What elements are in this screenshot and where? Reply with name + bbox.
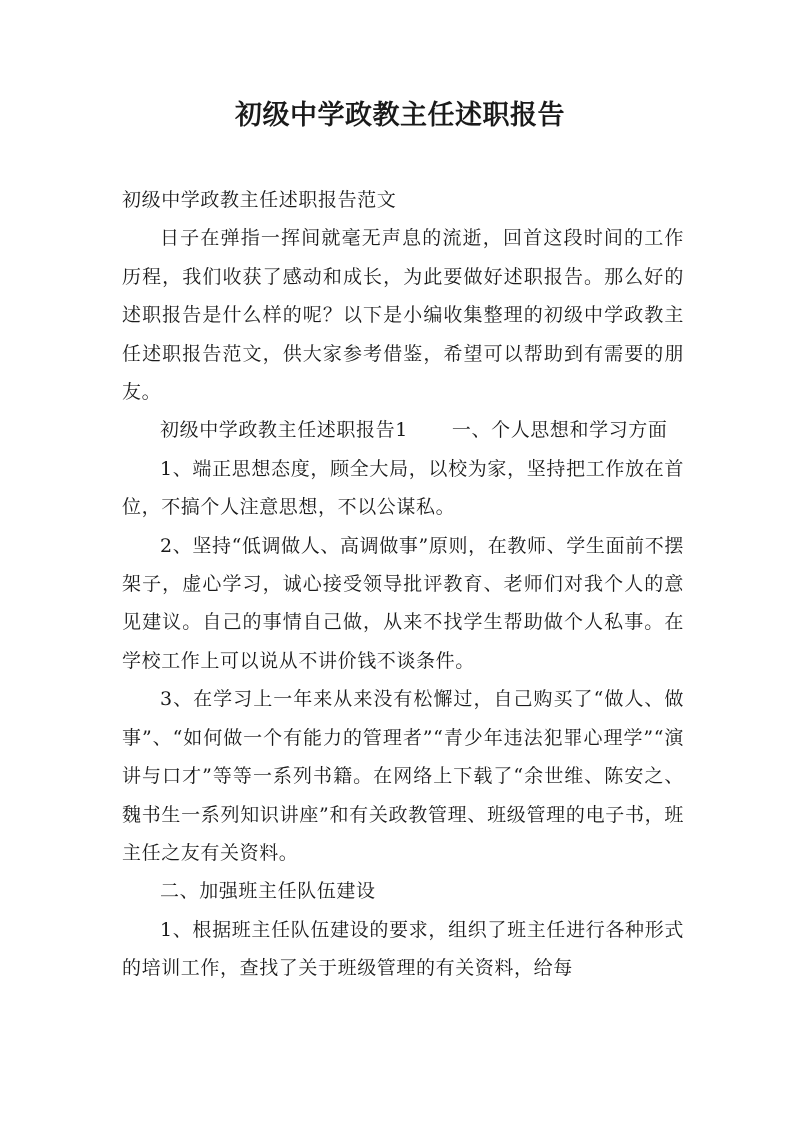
section-two-heading: 二、加强班主任队伍建设 — [160, 880, 376, 903]
document-subtitle: 初级中学政教主任述职报告范文 — [122, 189, 397, 211]
section-one-heading: 一、个人思想和学习方面 — [451, 419, 668, 442]
paragraph-item-2: 2、坚持“低调做人、高调做事”原则，在教师、学生面前不摆架子，虚心学习，诚心接受领导批评教育、老师们对我个人的意见建议。自己的事情自己做，从来不找学生帮助做个人私事。在学校工作上可以说从不讲价钱不谈条件。 — [122, 534, 684, 672]
paragraph-item-4: 1、根据班主任队伍建设的要求，组织了班主任进行各种形式的培训工作，查找了关于班级管理的有关资料，给每 — [122, 918, 684, 980]
paragraph-item-1: 1、端正思想态度，顾全大局，以校为家，坚持把工作放在首位，不搞个人注意思想，不以公谋私。 — [122, 457, 684, 519]
report-heading-paragraph — [122, 411, 684, 449]
intro-paragraph: 日子在弹指一挥间就毫无声息的流逝，回首这段时间的工作历程，我们收获了感动和成长，为此要做好述职报告。那么好的述职报告是什么样的呢？以下是小编收集整理的初级中学政教主任述职报告范文，供大家参考借鉴，希望可以帮助到有需要的朋友。 — [122, 227, 684, 404]
document-body — [122, 181, 684, 988]
report-label: 初级中学政教主任述职报告1 — [160, 419, 408, 442]
paragraph-item-3: 3、在学习上一年来从来没有松懈过，自己购买了“做人、做事”、“如何做一个有能力的管理者”“青少年违法犯罪心理学”“演讲与口才”等等一系列书籍。在网络上下载了“余世维、陈安之、魏书生一系列知识讲座”和有关政教管理、班级管理的电子书，班主任之友有关资料。 — [122, 688, 684, 864]
document-title: 初级中学政教主任述职报告 — [235, 100, 565, 131]
